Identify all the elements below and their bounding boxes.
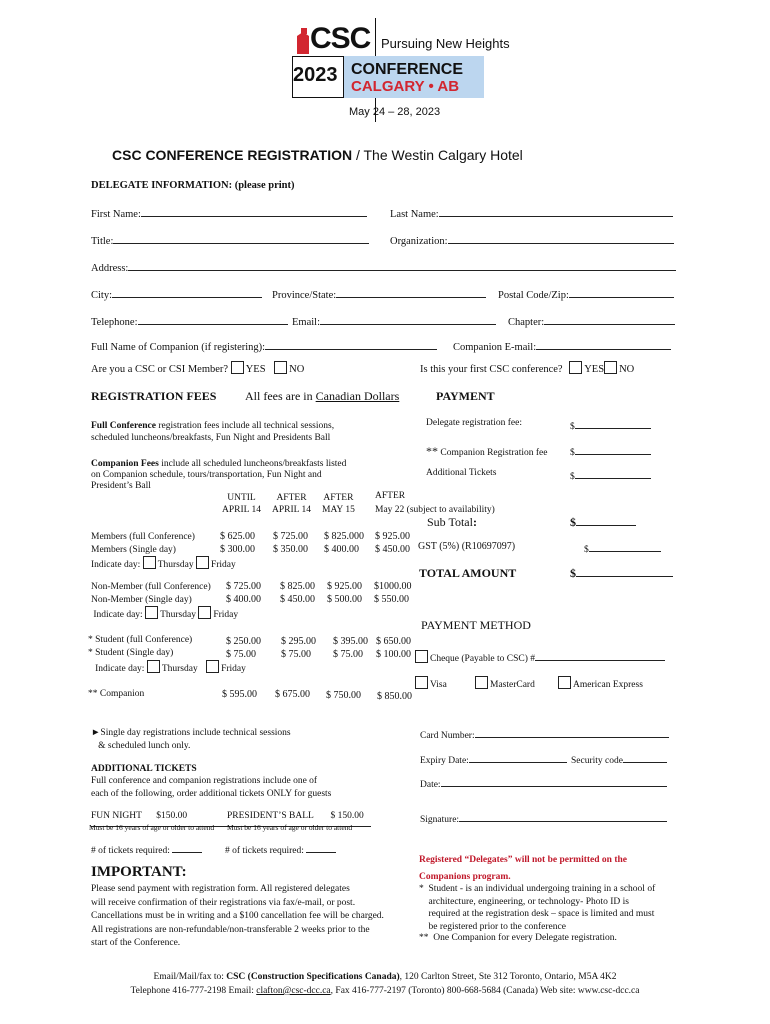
additional-tickets-label: Additional Tickets — [426, 468, 497, 478]
first-no-checkbox[interactable] — [604, 361, 617, 374]
title-label: Title: — [91, 236, 114, 247]
province-label: Province/State: — [272, 290, 337, 301]
full-conference-note: Full Conference registration fees include all technical sessions, scheduled luncheons/breakfasts, Fun Night and Presidents Ball — [91, 421, 335, 443]
student-rows: * Student (full Conference) * Student (Single day) Indicate day: Thursday Friday — [88, 635, 246, 674]
amex-checkbox[interactable] — [558, 676, 571, 689]
logo-city: CALGARY • AB — [351, 78, 460, 95]
email-field[interactable] — [292, 314, 496, 328]
companion-name-label: Full Name of Companion (if registering): — [91, 342, 266, 353]
footer-email-link[interactable]: clafton@csc-dcc.ca — [256, 986, 331, 996]
first-conference-label: Is this your first CSC conference? — [420, 364, 563, 375]
email-label: Email: — [292, 317, 320, 328]
student-note: * Student - is an individual undergoing training in a school of architecture, engineering, or technology- Photo ID is required at the registration desk – space is limited and must be registered prior to the conference — [419, 884, 656, 932]
fun-night-age: Must be 16 years of age or older to attend — [89, 823, 215, 832]
companion-name-field[interactable] — [91, 339, 437, 353]
student-price-2: $ 295.00 $ 75.00 — [281, 636, 316, 660]
logo-tagline: Pursuing New Heights — [381, 36, 510, 51]
subtotal-label: Sub Total: — [427, 515, 477, 529]
payment-heading: PAYMENT — [436, 389, 495, 403]
logo-year: 2023 — [293, 64, 338, 86]
fun-night-qty-field[interactable]: # of tickets required: — [91, 842, 202, 856]
logo-brand: CSC — [310, 22, 371, 55]
nonmember-price-2: $ 825.00 $ 450.00 — [280, 581, 315, 605]
col-header-1: UNTIL APRIL 14 — [222, 493, 261, 515]
first-no-label: NO — [619, 364, 635, 375]
presidents-ball-label: PRESIDENT’S BALL $ 150.00 — [227, 811, 364, 821]
companion-email-label: Companion E-mail: — [453, 342, 537, 353]
col-header-3: AFTER MAY 15 — [322, 493, 355, 515]
members-price-1: $ 625.00 $ 300.00 — [220, 531, 255, 555]
col-header-2: AFTER APRIL 14 — [272, 493, 311, 515]
delegates-warning: Registered “Delegates” will not be permitted on the Companions program. — [419, 855, 627, 882]
member-yes-label: YES — [245, 364, 266, 375]
title-main: CSC CONFERENCE REGISTRATION — [112, 147, 353, 163]
members-price-4: $ 925.00 $ 450.00 — [375, 531, 410, 555]
address-label: Address: — [91, 263, 129, 274]
nonmember-price-1: $ 725.00 $ 400.00 — [226, 581, 261, 605]
student-price-3: $ 395.00 $ 75.00 — [333, 636, 368, 660]
security-code-field[interactable]: Security code — [571, 752, 667, 766]
important-heading: IMPORTANT: — [91, 864, 187, 880]
footer: Email/Mail/fax to: CSC (Construction Specifications Canada), 120 Carlton Street, Ste 312 Toronto, Ontario, M5A 4K2 Telephone 416-777-2198 Email: clafton@csc-dcc.ca, Fax 416-777-2197 (Toronto) 800-668-5684 (Canada) Web site: www.csc-dcc.ca — [130, 972, 640, 996]
first-conference-question — [420, 361, 634, 375]
single-day-note: ►Single day registrations include technical sessions & scheduled lunch only. — [91, 728, 291, 751]
companion-fees-note: Companion Fees include all scheduled luncheons/breakfasts listed on Companion schedule, tours/transportation, Fun Night and President’s Ball — [91, 459, 347, 491]
postal-field[interactable] — [498, 287, 674, 301]
student-price-4: $ 650.00 $ 100.00 — [376, 636, 411, 660]
gst-field[interactable]: $ — [584, 541, 661, 555]
companion-note: ** One Companion for every Delegate registration. — [419, 933, 617, 943]
members-thursday-checkbox[interactable] — [143, 556, 156, 569]
signature-field[interactable]: Signature: — [420, 811, 667, 825]
gst-label: GST (5%) (R10697097) — [418, 541, 516, 552]
delegate-fee-field[interactable]: $ — [570, 418, 651, 432]
city-label: City: — [91, 290, 113, 301]
organization-label: Organization: — [390, 236, 448, 247]
student-friday-checkbox[interactable] — [206, 660, 219, 673]
title-field[interactable] — [91, 233, 369, 247]
last-name-field[interactable] — [390, 206, 673, 220]
telephone-label: Telephone: — [91, 317, 138, 328]
date-field[interactable]: Date: — [420, 776, 667, 790]
first-yes-checkbox[interactable] — [569, 361, 582, 374]
companion-fee-field[interactable]: $ — [570, 444, 651, 458]
companion-price-4: $ 850.00 — [377, 691, 412, 702]
telephone-field[interactable] — [91, 314, 288, 328]
total-label: TOTAL AMOUNT — [419, 566, 517, 580]
fun-night-label: FUN NIGHT $150.00 — [91, 811, 188, 821]
companion-price-3: $ 750.00 — [326, 690, 361, 701]
first-name-field[interactable] — [91, 206, 367, 220]
members-rows: Members (full Conference) Members (Single day) Indicate day: Thursday Friday — [91, 532, 236, 570]
logo-dates: May 24 – 28, 2023 — [349, 106, 441, 118]
companion-fee-label: ** Companion Registration fee — [426, 444, 548, 458]
visa-option[interactable]: Visa — [415, 676, 447, 690]
companion-price-2: $ 675.00 — [275, 689, 310, 700]
province-field[interactable] — [272, 287, 486, 301]
chapter-label: Chapter: — [508, 317, 545, 328]
important-text: Please send payment with registration form. All registered delegates will receive confirmation of their registrations via fax/e-mail, or post. Cancellations must be in writing and a $100 cancellation fee will be charged. All registrations are non-refundable/non-transferable 2 weeks prior to the start of the Conference. — [91, 884, 384, 948]
tickets-heading: ADDITIONAL TICKETS — [91, 764, 197, 774]
companion-email-field[interactable] — [453, 339, 671, 353]
additional-tickets-field[interactable]: $ — [570, 468, 651, 482]
members-price-3: $ 825.000 $ 400.00 — [324, 531, 364, 555]
nonmember-thursday-checkbox[interactable] — [145, 606, 158, 619]
logo-conference: CONFERENCE — [351, 61, 464, 78]
nonmember-price-3: $ 925.00 $ 500.00 — [327, 581, 362, 605]
ball-qty-field[interactable]: # of tickets required: — [225, 842, 336, 856]
members-friday-checkbox[interactable] — [196, 556, 209, 569]
page-title — [112, 147, 523, 163]
nonmember-rows: Non-Member (full Conference) Non-Member (Single day) Indicate day: Thursday Friday — [91, 582, 239, 620]
companion-price-1: $ 595.00 — [222, 689, 257, 700]
cheque-option[interactable]: Cheque (Payable to CSC) # — [415, 650, 665, 664]
delegate-heading: DELEGATE INFORMATION: (please print) — [91, 180, 295, 191]
mastercard-checkbox[interactable] — [475, 676, 488, 689]
title-sub: / The Westin Calgary Hotel — [352, 147, 523, 163]
visa-checkbox[interactable] — [415, 676, 428, 689]
member-yes-checkbox[interactable] — [231, 361, 244, 374]
member-question — [91, 361, 304, 375]
amex-option[interactable]: American Express — [558, 676, 643, 690]
total-field[interactable]: $ — [570, 566, 673, 581]
payment-method-heading: PAYMENT METHOD — [421, 618, 531, 632]
postal-label: Postal Code/Zip: — [498, 290, 569, 301]
city-field[interactable] — [91, 287, 262, 301]
ball-age: Must be 16 years of age or older to attend — [227, 823, 353, 832]
member-question-label: Are you a CSC or CSI Member? — [91, 364, 229, 375]
organization-field[interactable] — [390, 233, 674, 247]
companion-row: ** Companion — [88, 689, 145, 699]
cheque-checkbox[interactable] — [415, 650, 428, 663]
last-name-label: Last Name: — [390, 209, 439, 220]
member-no-label: NO — [289, 364, 305, 375]
fees-heading: REGISTRATION FEES — [91, 389, 217, 403]
member-no-checkbox[interactable] — [274, 361, 287, 374]
expiry-field[interactable]: Expiry Date: — [420, 752, 567, 766]
chapter-field[interactable] — [508, 314, 675, 328]
col-header-4: AFTER May 22 (subject to availability) — [375, 491, 495, 515]
first-name-label: First Name: — [91, 209, 141, 220]
address-field[interactable] — [91, 260, 676, 274]
subtotal-field[interactable]: $ — [570, 515, 636, 530]
nonmember-price-4: $1000.00 $ 550.00 — [374, 581, 412, 605]
members-price-2: $ 725.00 $ 350.00 — [273, 531, 308, 555]
currency-note: All fees are in Canadian Dollars — [245, 389, 400, 403]
first-yes-label: YES — [584, 364, 605, 375]
delegate-fee-label: Delegate registration fee: — [426, 418, 523, 428]
card-number-field[interactable]: Card Number: — [420, 727, 669, 741]
mastercard-option[interactable]: MasterCard — [475, 676, 535, 690]
tickets-text: Full conference and companion registrations include one of each of the following, order additional tickets ONLY for guests — [91, 776, 332, 799]
student-price-1: $ 250.00 $ 75.00 — [226, 636, 261, 660]
nonmember-friday-checkbox[interactable] — [198, 606, 211, 619]
student-thursday-checkbox[interactable] — [147, 660, 160, 673]
